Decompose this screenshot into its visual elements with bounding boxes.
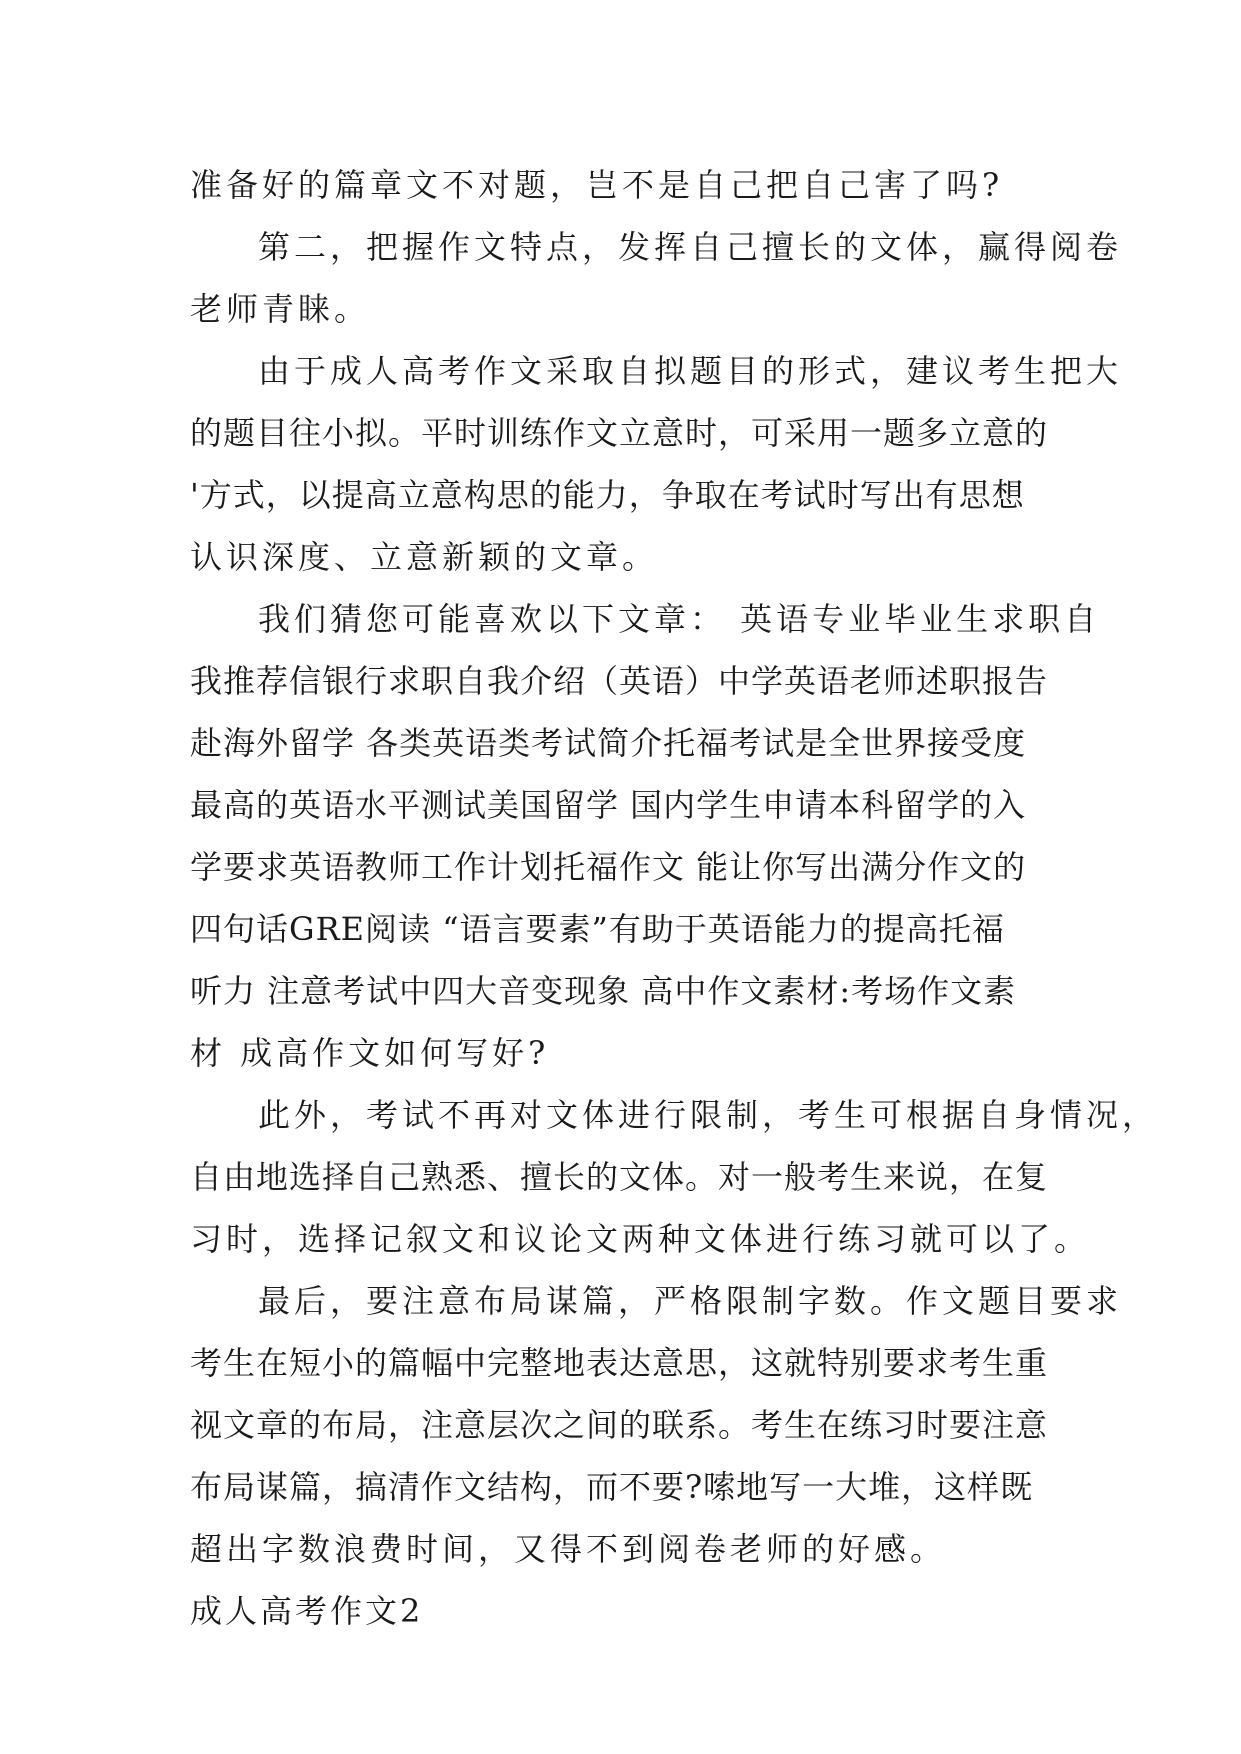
text-line: 最高的英语水平测试美国留学 国内学生申请本科留学的入 bbox=[190, 786, 1027, 824]
text-line: 由于成人高考作文采取自拟题目的形式，建议考生把大 bbox=[258, 352, 1123, 390]
text-line: 布局谋篇，搞清作文结构，而不要?嗦地写一大堆，这样既 bbox=[190, 1468, 1034, 1506]
text-line: 的题目往小拟。平时训练作文立意时，可采用一题多立意的 bbox=[190, 414, 1049, 452]
section-heading: 成人高考作文2 bbox=[190, 1592, 424, 1630]
text-line: 赴海外留学 各类英语类考试简介托福考试是全世界接受度 bbox=[190, 724, 1027, 762]
text-line: 第二，把握作文特点，发挥自己擅长的文体，赢得阅卷 bbox=[258, 228, 1123, 266]
text-line: 自由地选择自己熟悉、擅长的文体。对一般考生来说，在复 bbox=[190, 1158, 1049, 1196]
text-line: 准备好的篇章文不对题，岂不是自己把自己害了吗? bbox=[190, 166, 1004, 204]
text-line: 我们猜您可能喜欢以下文章： 英语专业毕业生求职自 bbox=[258, 600, 1101, 638]
text-line: 习时，选择记叙文和议论文两种文体进行练习就可以了。 bbox=[190, 1220, 1091, 1258]
text-line: 最后，要注意布局谋篇，严格限制字数。作文题目要求 bbox=[258, 1282, 1123, 1320]
text-line: 考生在短小的篇幅中完整地表达意思，这就特别要求考生重 bbox=[190, 1344, 1049, 1382]
text-line: 材 成高作文如何写好? bbox=[190, 1034, 550, 1072]
text-line: 听力 注意考试中四大音变现象 高中作文素材:考场作文素 bbox=[190, 972, 1017, 1010]
text-line: '方式，以提高立意构思的能力，争取在考试时写出有思想 bbox=[190, 476, 1025, 514]
text-line: 视文章的布局，注意层次之间的联系。考生在练习时要注意 bbox=[190, 1406, 1049, 1444]
text-line: 老师青睐。 bbox=[190, 290, 371, 328]
text-line: 四句话GRE阅读 “语言要素”有助于英语能力的提高托福 bbox=[190, 910, 1005, 948]
text-line: 学要求英语教师工作计划托福作文 能让你写出满分作文的 bbox=[190, 848, 1027, 886]
text-line: 认识深度、立意新颖的文章。 bbox=[190, 538, 659, 576]
text-line: 我推荐信银行求职自我介绍（英语）中学英语老师述职报告 bbox=[190, 662, 1049, 700]
text-line: 此外，考试不再对文体进行限制，考生可根据自身情况， bbox=[258, 1096, 1159, 1134]
text-line: 超出字数浪费时间，又得不到阅卷老师的好感。 bbox=[190, 1530, 947, 1568]
